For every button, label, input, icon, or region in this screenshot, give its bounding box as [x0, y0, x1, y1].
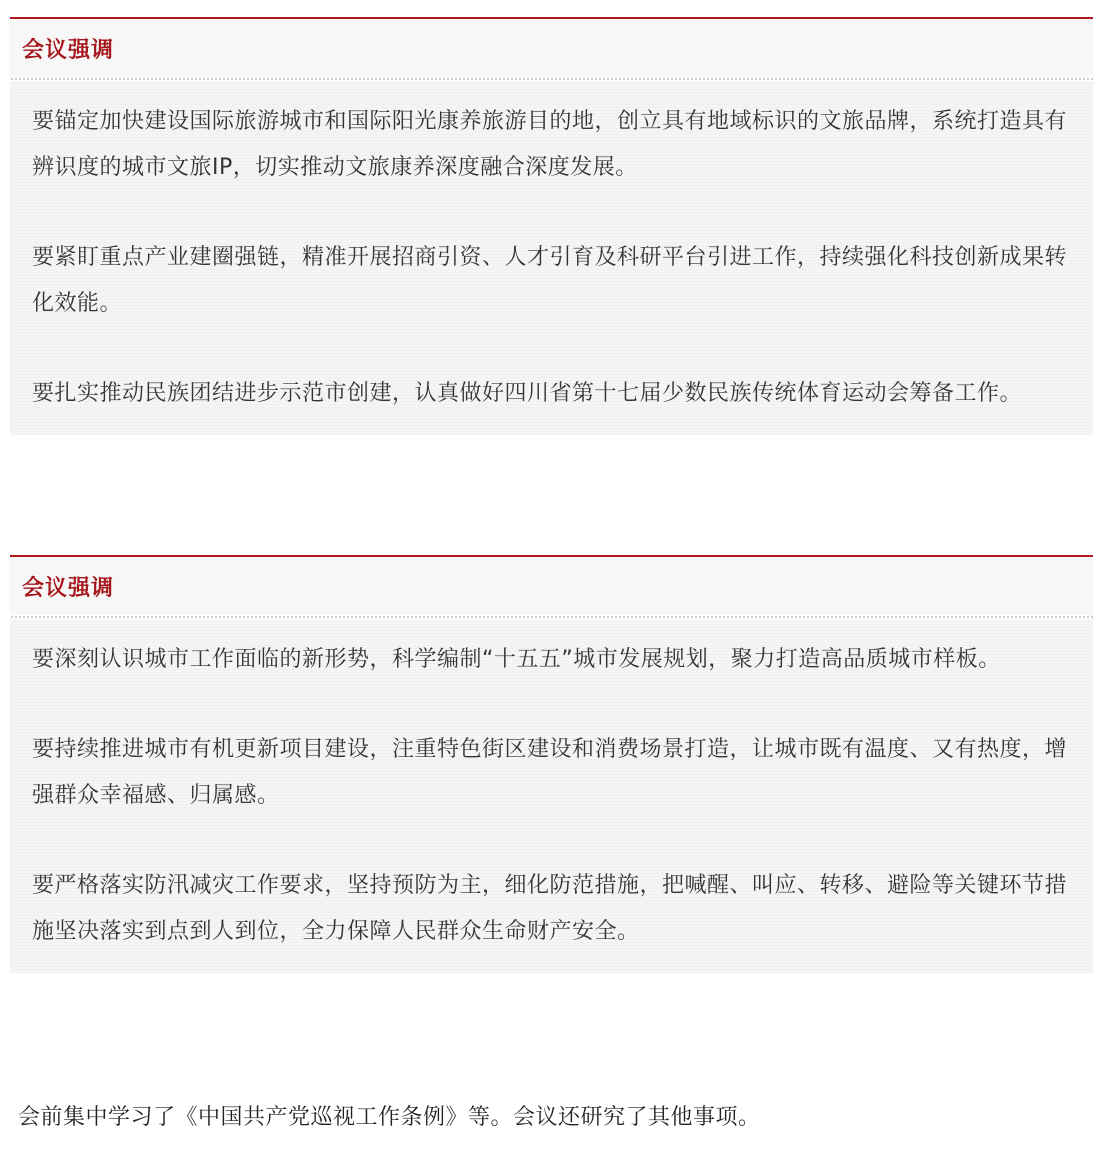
section-title: 会议强调 [22, 38, 115, 63]
section-header [10, 555, 1093, 615]
section-header [10, 17, 1093, 77]
paragraph: 要深刻认识城市工作面临的新形势，科学编制“十五五”城市发展规划，聚力打造高品质城市样板。 [32, 647, 1001, 672]
paragraph: 要锚定加快建设国际旅游城市和国际阳光康养旅游目的地，创立具有地域标识的文旅品牌，系统打造具有辨识度的城市文旅IP，切实推动文旅康养深度融合深度发展。 [32, 109, 1068, 180]
closing-statement: 会前集中学习了《中国共产党巡视工作条例》等。会议还研究了其他事项。 [18, 1105, 761, 1130]
paragraph: 要严格落实防汛减灾工作要求，坚持预防为主，细化防范措施，把喊醒、叫应、转移、避险等关键环节措施坚决落实到点到人到位，全力保障人民群众生命财产安全。 [32, 873, 1068, 944]
section-title: 会议强调 [22, 576, 115, 601]
paragraph: 要持续推进城市有机更新项目建设，注重特色街区建设和消费场景打造，让城市既有温度、又有热度，增强群众幸福感、归属感。 [32, 737, 1068, 808]
paragraph: 要紧盯重点产业建圈强链，精准开展招商引资、人才引育及科研平台引进工作，持续强化科技创新成果转化效能。 [32, 245, 1068, 316]
section-body [10, 81, 1093, 435]
emphasis-section-1 [10, 17, 1093, 435]
emphasis-section-2 [10, 555, 1093, 973]
section-body [10, 619, 1093, 973]
paragraph: 要扎实推动民族团结进步示范市创建，认真做好四川省第十七届少数民族传统体育运动会筹备工作。 [32, 381, 1023, 406]
